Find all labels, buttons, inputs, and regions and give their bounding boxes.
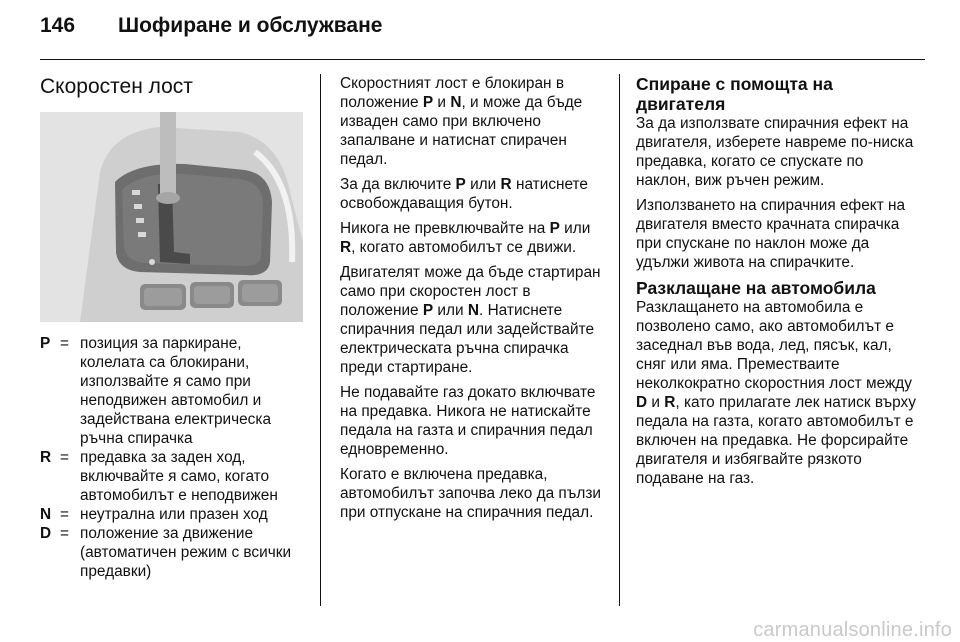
header-divider (40, 59, 925, 60)
paragraph-engine-start: Двигателят може да бъде стартиран само при скоростен лост в положение P или N. Натиснете спирачния педал или задействайте електрическата ръчна спирачка преди стартиране. (340, 264, 601, 376)
paragraph-rocking: Разклащането на автомобила е позволено само, ако автомобилът е заседнал във вода, лед, пясък, кал, сняг или яма. Преместваите неколкократно скоростния лост между D и R, като прилагате лек натиск върху педала на газта, когато автомобилът е включен на предавка. Не форсирайте двигателя и избягвайте рязкото подаване на газ. (636, 299, 916, 487)
paragraph-release-button: За да включите P или R натиснете освобождаващия бутон. (340, 176, 588, 212)
gear-item-n: N = неутрална или празен ход (40, 506, 268, 523)
paragraph-brake-life: Използването на спирачния ефект на двигателя вместо крачната спирачка при спускане по наклон може да удължи живота на спирачките. (636, 197, 906, 271)
gear-lever-illustration (40, 112, 303, 322)
column-divider-2 (619, 74, 620, 606)
paragraph-lever-lock: Скоростният лост е блокиран в положение P и N, и може да бъде изваден само при включено запалване и натиснат спирачен педал. (340, 75, 583, 168)
heading-engine-braking: Спиране с помощта на двигателя (636, 74, 833, 114)
gear-item-d: D = положение за движение (автоматичен режим с всички предавки) (40, 525, 292, 580)
gear-lever-drawing (40, 112, 303, 322)
gear-item-p: P = позиция за паркиране, колелата са блокирани, използвайте я само при неподвижен автомобил и задействана електрическа ръчна спирачка (40, 335, 272, 447)
paragraph-engine-braking: За да използвате спирачния ефект на двигателя, изберете навреме по-ниска предавка, когато се спускате по наклон, виж ръчен режим. (636, 115, 914, 189)
gear-item-r: R = предавка за заден ход, включвайте я само, когато автомобилът е неподвижен (40, 449, 278, 504)
column-1 (40, 74, 308, 581)
paragraph-never-shift: Никога не превключвайте на P или R, когато автомобилът се движи. (340, 220, 591, 256)
gear-position-list (40, 334, 308, 581)
section-title: Скоростен лост (40, 75, 193, 98)
watermark: carmanualsonline.info (753, 619, 952, 641)
chapter-title: Шофиране и обслужване (118, 14, 383, 37)
paragraph-creep: Когато е включена предавка, автомобилът започва леко да пълзи при отпускане на спирачния педал. (340, 466, 602, 521)
column-3 (636, 74, 916, 494)
heading-rocking: Разклащане на автомобила (636, 278, 876, 298)
column-divider-1 (320, 74, 321, 606)
page-number: 146 (40, 14, 76, 37)
paragraph-throttle-warning: Не подавайте газ докато включвате на предавка. Никога не натискайте педала на газта и спирачния педал едновременно. (340, 384, 596, 458)
column-2 (340, 74, 608, 528)
